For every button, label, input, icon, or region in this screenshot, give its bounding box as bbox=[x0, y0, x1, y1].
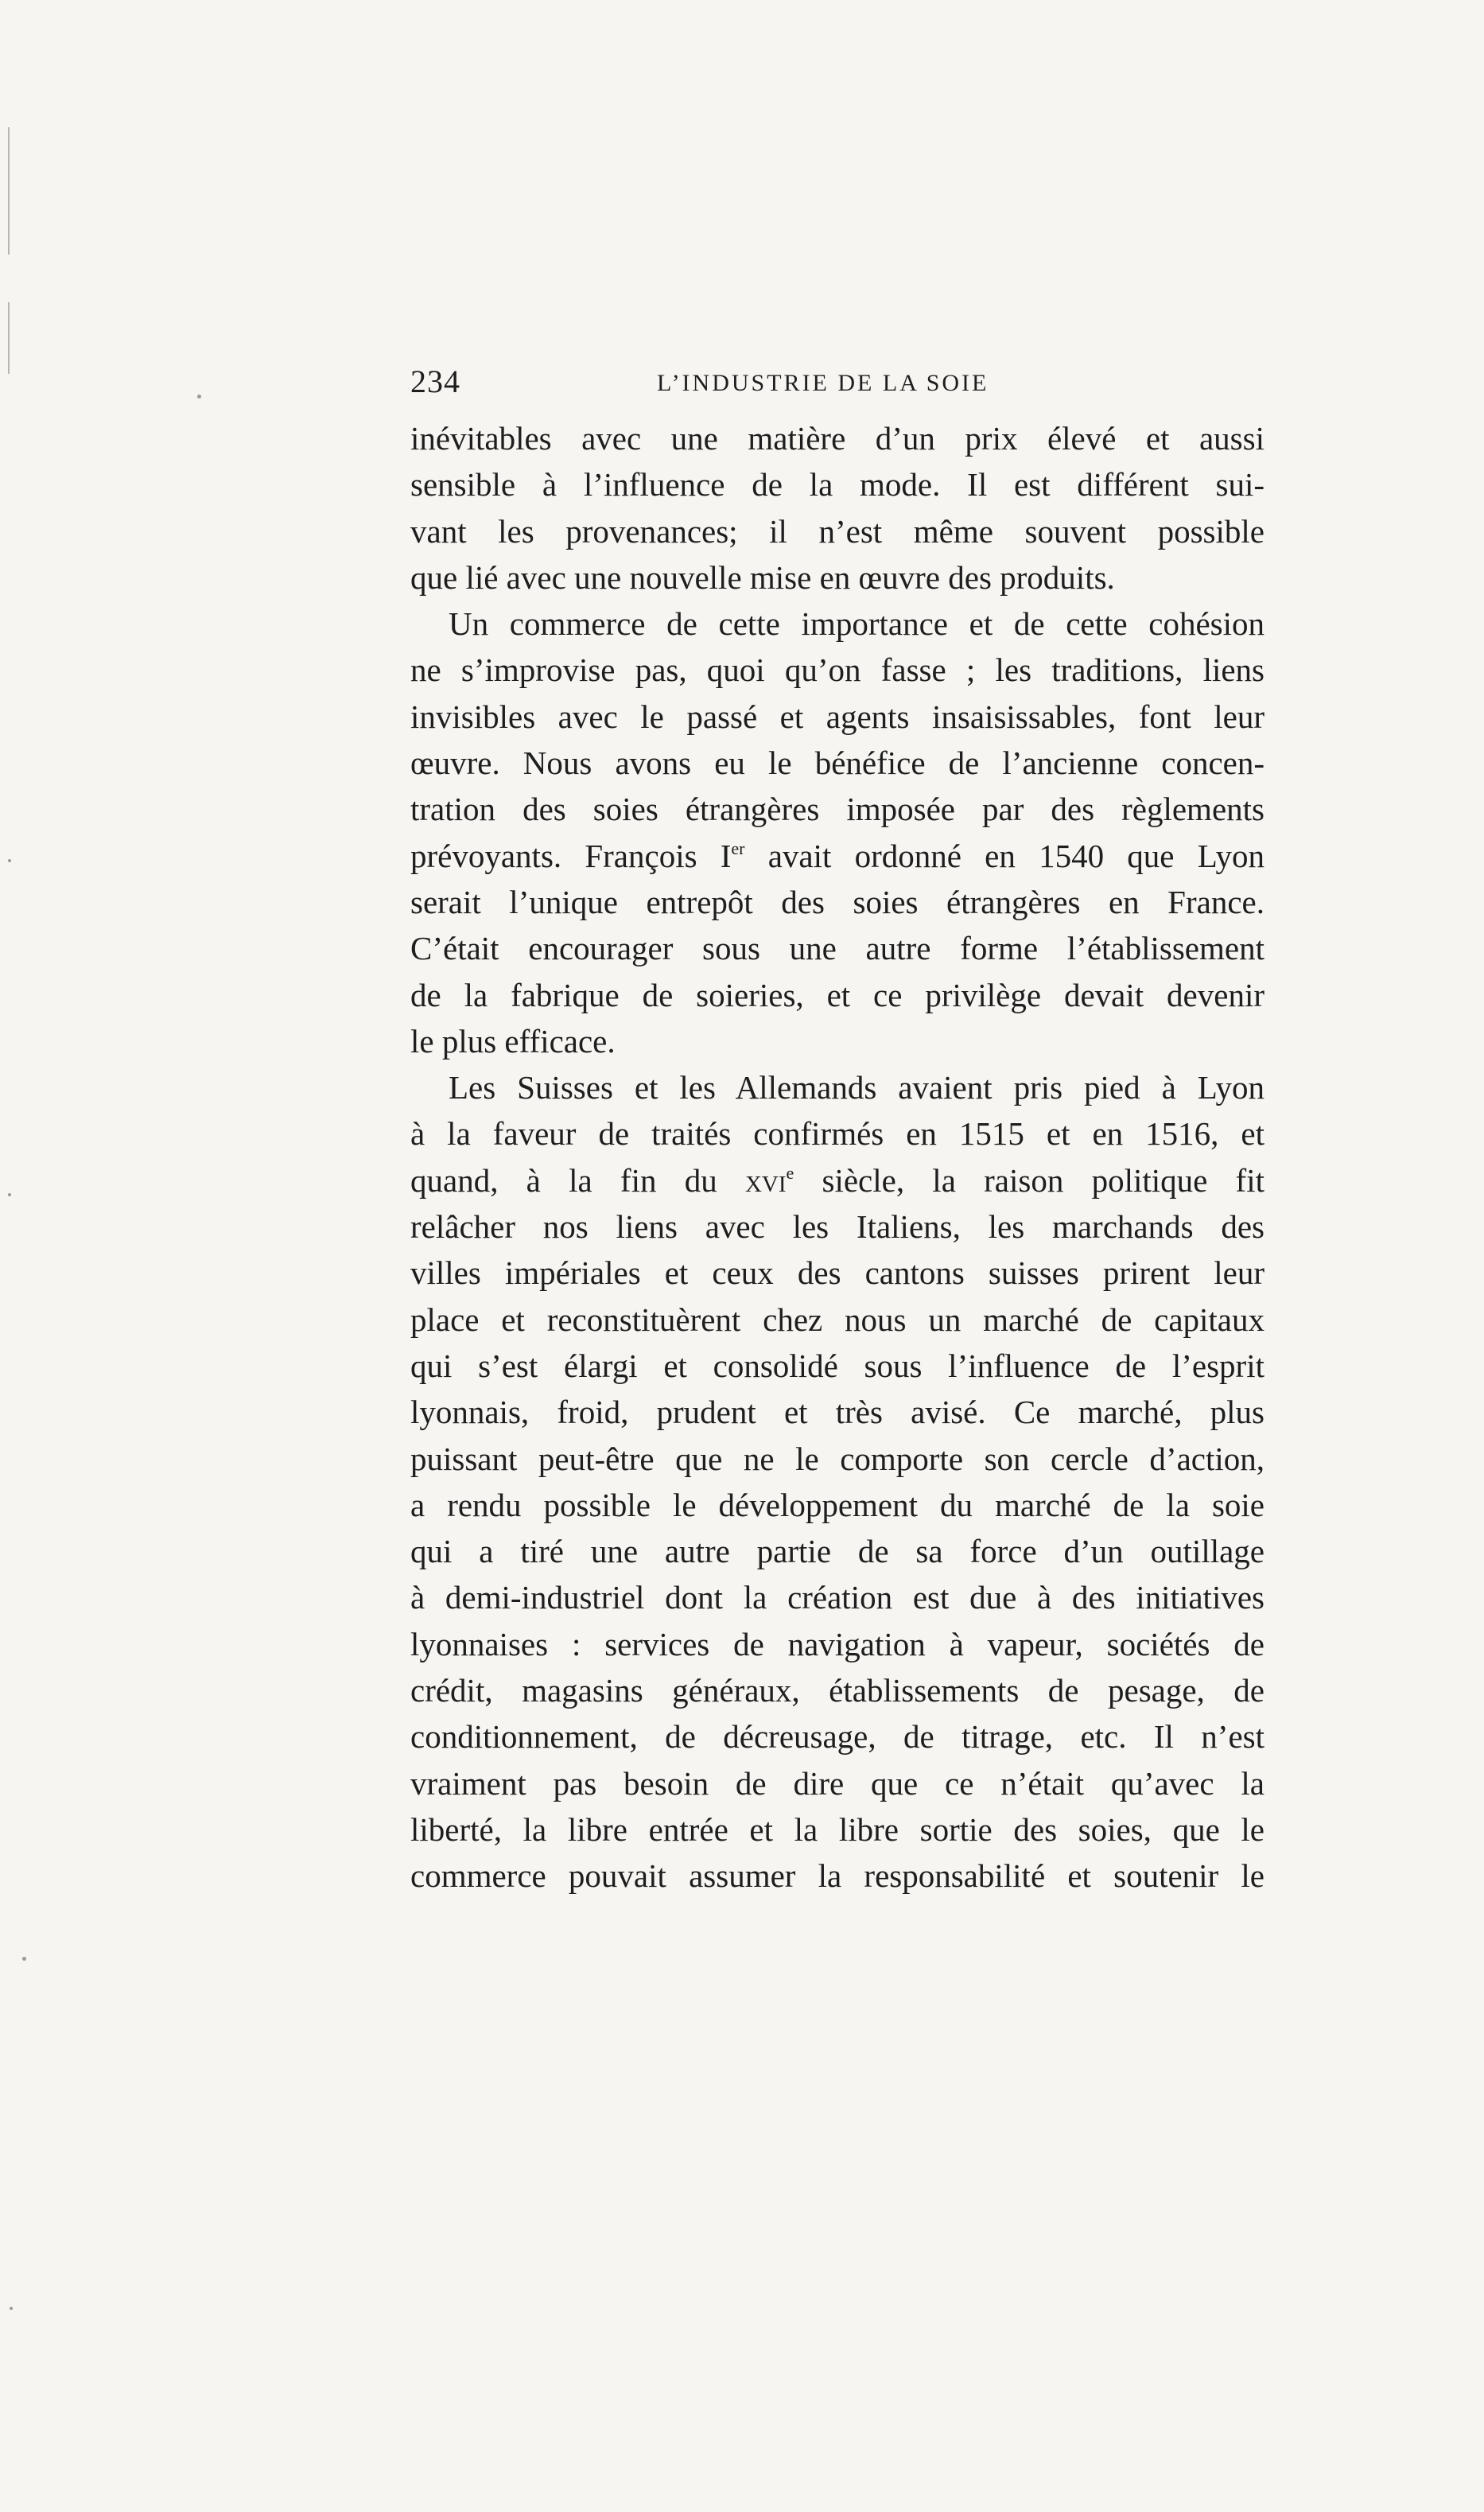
century-numeral: xvi bbox=[744, 1161, 787, 1199]
text-line: crédit, magasins généraux, établissements de pesage, de bbox=[410, 1672, 1265, 1709]
page-number: 234 bbox=[410, 364, 460, 399]
superscript: er bbox=[731, 838, 745, 858]
text-segment: siècle, la raison politique fit bbox=[794, 1161, 1265, 1199]
superscript: e bbox=[786, 1162, 794, 1183]
text-line: lyonnais, froid, prudent et très avisé. Ce marché, plus bbox=[410, 1394, 1265, 1431]
text-line: tration des soies étrangères imposée par des règlements bbox=[410, 791, 1265, 828]
text-line bbox=[410, 833, 1265, 879]
text-line: a rendu possible le développement du marché de la soie bbox=[410, 1486, 1265, 1523]
text-line: que lié avec une nouvelle mise en œuvre des produits. bbox=[410, 558, 1115, 596]
text-line: à la faveur de traités confirmés en 1515 et en 1516, et bbox=[410, 1115, 1265, 1153]
text-segment: avait ordonné en 1540 que Lyon bbox=[744, 837, 1265, 874]
body-text bbox=[410, 415, 1265, 1900]
paragraph bbox=[410, 601, 1265, 1064]
text-line: place et reconstituèrent chez nous un marché de capitaux bbox=[410, 1301, 1265, 1338]
running-head: L’INDUSTRIE DE LA SOIE bbox=[657, 370, 989, 396]
text-line: vraiment pas besoin de dire que ce n’était qu’avec la bbox=[410, 1764, 1265, 1802]
text-line: serait l’unique entrepôt des soies étrangères en France. bbox=[410, 883, 1265, 920]
text-segment: prévoyants. François I bbox=[410, 837, 732, 874]
text-line: conditionnement, de décreusage, de titrage, etc. Il n’est bbox=[410, 1718, 1265, 1756]
text-line: de la fabrique de soieries, et ce privilège devait devenir bbox=[410, 976, 1265, 1013]
text-line: Un commerce de cette importance et de cette cohésion bbox=[449, 605, 1265, 643]
page-header bbox=[410, 358, 1261, 414]
text-line: liberté, la libre entrée et la libre sortie des soies, que le bbox=[410, 1810, 1265, 1848]
text-line: commerce pouvait assumer la responsabilité et soutenir le bbox=[410, 1857, 1265, 1895]
text-line: inévitables avec une matière d’un prix élevé et aussi bbox=[410, 420, 1265, 457]
scan-edge-line bbox=[8, 302, 10, 374]
text-line bbox=[410, 1157, 1265, 1204]
scan-speck bbox=[197, 395, 201, 399]
text-line: vant les provenances; il n’est même souvent possible bbox=[410, 512, 1265, 550]
text-line: le plus efficace. bbox=[410, 1022, 616, 1060]
scan-speck bbox=[10, 2307, 13, 2310]
scan-speck bbox=[22, 1957, 26, 1961]
text-line: Les Suisses et les Allemands avaient pris pied à Lyon bbox=[449, 1069, 1265, 1106]
text-line: relâcher nos liens avec les Italiens, les marchands des bbox=[410, 1208, 1265, 1246]
text-line: ne s’improvise pas, quoi qu’on fasse ; les traditions, liens bbox=[410, 651, 1265, 689]
text-line: à demi-industriel dont la création est due à des initiatives bbox=[410, 1579, 1265, 1616]
text-line: qui a tiré une autre partie de sa force d’un outillage bbox=[410, 1533, 1265, 1570]
text-line: qui s’est élargi et consolidé sous l’influence de l’esprit bbox=[410, 1347, 1265, 1384]
text-line: invisibles avec le passé et agents insaisissables, font leur bbox=[410, 698, 1265, 735]
text-line: C’était encourager sous une autre forme l’établissement bbox=[410, 930, 1265, 967]
scan-edge-line bbox=[8, 127, 10, 255]
scan-speck bbox=[8, 859, 11, 862]
text-line: sensible à l’influence de la mode. Il est différent sui- bbox=[410, 466, 1265, 504]
text-line: lyonnaises : services de navigation à vapeur, sociétés de bbox=[410, 1625, 1265, 1662]
paragraph bbox=[410, 415, 1265, 601]
text-segment: quand, à la fin du bbox=[410, 1161, 745, 1199]
text-line: villes impériales et ceux des cantons suisses prirent leur bbox=[410, 1254, 1265, 1292]
paragraph bbox=[410, 1064, 1265, 1899]
text-line: puissant peut-être que ne le comporte son cercle d’action, bbox=[410, 1440, 1265, 1477]
scan-speck bbox=[8, 1193, 11, 1196]
text-line: œuvre. Nous avons eu le bénéfice de l’ancienne concen- bbox=[410, 745, 1265, 782]
